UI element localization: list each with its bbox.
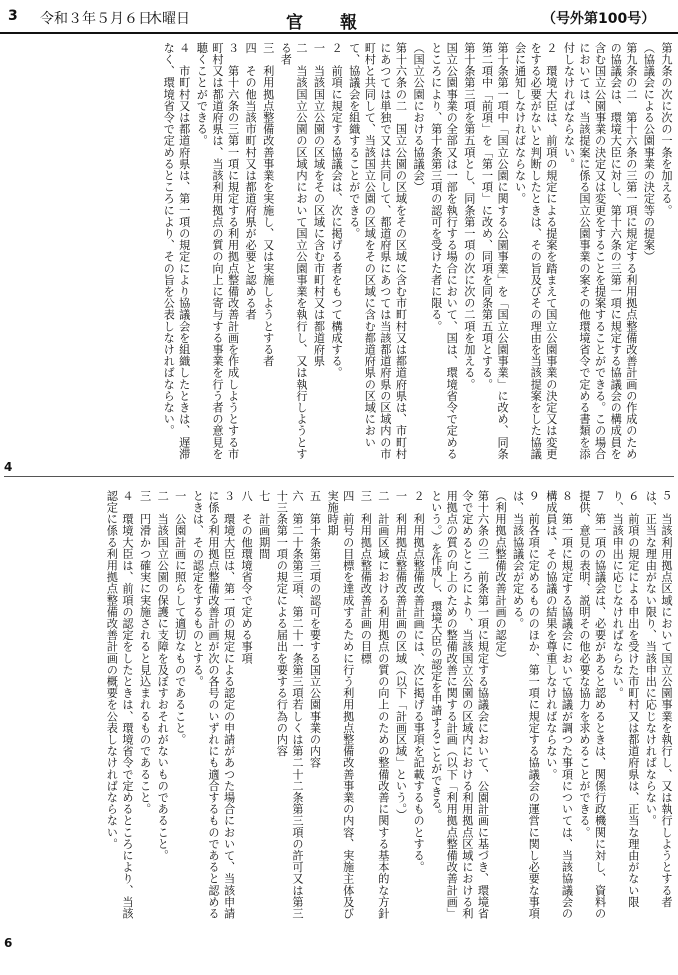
text-paragraph: 第十六条の三 前条第一項に規定する協議会において、公園計画に基づき、環境省令で定めるところにより、当該国立公園の区域内における利用拠点区域における利用拠点の質の向上のための整備改善に関する計画（以下「利用拠点整備改善計画」という。）を作成し、環境大臣の認定を申請することができる。	[429, 490, 490, 920]
text-paragraph: ２ 利用拠点整備改善計画には、次に掲げる事項を記載するものとする。	[412, 490, 426, 873]
page-number: 3	[8, 8, 18, 24]
text-paragraph: 一 当該国立公園の区域をその区域に含む市町村又は都道府県	[312, 42, 326, 367]
lower-block-number: 6	[4, 936, 13, 950]
text-paragraph: ２ 環境大臣は、前項の規定による提案を踏まえて国立公園事業の決定又は変更をする必要がないと判断したときは、その旨及びその理由を当該提案をした協議会に通知しなければならない。	[513, 42, 558, 460]
text-paragraph: 二 当該国立公園の区域内において国立公園事業を執行し、又は執行しようとする者	[279, 42, 308, 460]
text-paragraph: 五 第十条第三項の認可を要する国立公園事業の内容	[308, 490, 322, 769]
text-paragraph: ４ 市町村又は都道府県は、第一項の規定により協議会を組織したときは、遅滞なく、環境省令で定めるところにより、その旨を公表しなければならない。	[162, 42, 191, 460]
text-paragraph: 六 第二十条第三項、第二十一条第三項若しくは第二十二条第三項の許可又は第三十三条第一項の規定による届出を要する行為の内容	[275, 490, 304, 920]
lower-text-block	[4, 486, 674, 928]
text-paragraph: 四 その他当該市町村又は都道府県が必要と認める者	[244, 42, 258, 321]
text-paragraph: 三 利用拠点整備改善事業を実施し、又は実施しようとする者	[261, 42, 275, 367]
gazette-title: 官 報	[286, 13, 367, 33]
section-divider	[4, 476, 674, 477]
text-paragraph: 三 利用拠点整備改善計画の目標	[359, 490, 373, 664]
text-paragraph: 一 公園計画に照らして適切なものであること。	[173, 490, 187, 746]
text-paragraph: ５ 当該利用拠点区域において国立公園事業を執行し、又は執行しようとする者は、正当な理由がない限り、当該申出に応じなければならない。	[644, 490, 673, 908]
text-paragraph: 七 計画期間	[257, 490, 271, 560]
text-paragraph: ９ 前各項に定めるもののほか、第一項に規定する協議会の運営に関し必要な事項は、当該協議会が定める。	[511, 490, 541, 920]
text-paragraph: 一 利用拠点整備改善計画の区域（以下「計画区域」という。）	[394, 490, 408, 821]
text-paragraph: ７ 第一項の協議会は、必要があると認めるときは、関係行政機関に対し、資料の提供、意見の表明、説明その他必要な協力を求めることができる。	[578, 490, 607, 920]
text-paragraph: 四 前号の目標を達成するために行う利用拠点整備改善事業の内容、実施主体及び実施時期	[326, 490, 355, 920]
text-paragraph: （協議会による公園事業の決定等の提案）	[642, 42, 656, 263]
text-paragraph: 第十六条の二 国立公園の区域をその区域に含む市町村又は都道府県は、市町村にあつては単独で又は共同して、都道府県にあつては当該都道府県の区域内の市町村と共同して、当該国立公園の区域をその区域に含む都道府県の区域において、協議会を組織することができる。	[347, 42, 408, 460]
text-paragraph: ８ 第一項に規定する協議会において協議が調つた事項については、当該協議会の構成員は、その協議の結果を尊重しなければならない。	[544, 490, 574, 920]
text-paragraph: 三 円滑かつ確実に実施されると見込まれるものであること。	[138, 490, 152, 815]
text-paragraph: 二 当該国立公園の保護に支障を及ぼすおそれがないものであること。	[156, 490, 170, 862]
text-paragraph: ３ 環境大臣は、第一項の規定による認定の申請があつた場合において、当該申請に係る利用拠点整備改善計画が次の各号のいずれにも適合するものであると認めるときは、その認定をするものとする。	[191, 490, 236, 920]
text-paragraph: 第十条第一項中「国立公園に関する公園事業」を「国立公園事業」に改め、同条第二項中「前項」を「第一項」に改め、同項を同条第五項とする。	[480, 42, 510, 460]
text-paragraph: ６ 前項の規定による申出を受けた市町村又は都道府県は、正当な理由がない限り、当該申出に応じなければならない。	[611, 490, 640, 908]
text-paragraph: 第十条第三項を第五項とし、同条第一項の次に次の二項を加える。	[462, 42, 476, 390]
text-paragraph: 第九条の二 第十六条の三第一項に規定する利用拠点整備改善計画の作成のための協議会は、環境大臣に対し、第十六条の三第一項に規定する協議会の構成員を含む国立公園事業の決定又は変更をすることを提案することができる。この場合においては、当該提案に係る国立公園事業の案その他環境省令で定める書類を添付しなければならない。	[562, 42, 638, 460]
text-paragraph: ３ 第十六条の三第一項に規定する利用拠点整備改善計画を作成しようとする市町村又は都道府県は、当該利用拠点の質の向上に寄与する事業を行う者の意見を聴くことができる。	[195, 42, 240, 460]
weekday: 木曜日	[148, 11, 190, 27]
upper-text-block	[4, 38, 674, 470]
issue-number: （号外第100号）	[542, 11, 656, 27]
text-paragraph: ４ 環境大臣は、前項の認定をしたときは、環境省令で定めるところにより、当該認定に係る利用拠点整備改善計画の概要を公表しなければならない。	[105, 490, 134, 920]
text-paragraph: 第九条の次に次の一条を加える。	[660, 42, 673, 216]
text-paragraph: 国立公園事業の全部又は一部を執行する場合において、国は、環境省令で定めるところにより、第十条第三項の認可を受けた者に限る。	[429, 42, 459, 460]
text-paragraph: （利用拠点整備改善計画の認定）	[494, 490, 508, 664]
upper-block-number: 4	[4, 460, 13, 474]
text-paragraph: 二 計画区域における利用拠点の質の向上のための整備改善に関する基本的な方針	[376, 490, 390, 920]
issue-date: 令和３年５月６日	[40, 11, 152, 27]
text-paragraph: ２ 前項に規定する協議会は、次に掲げる者をもつて構成する。	[330, 42, 344, 379]
text-paragraph: 八 その他環境省令で定める事項	[240, 490, 254, 664]
page-header	[0, 0, 678, 34]
text-paragraph: （国立公園における協議会）	[412, 42, 426, 193]
